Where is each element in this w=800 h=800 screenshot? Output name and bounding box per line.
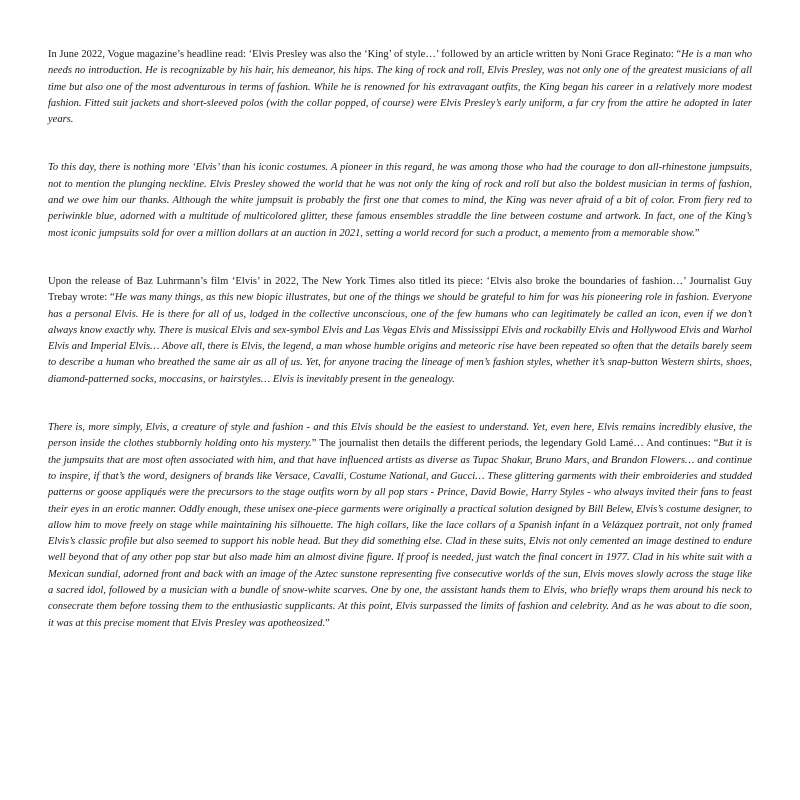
paragraph-vogue-lead: In June 2022, Vogue magazine’s headline read: ‘Elvis Presley was also the ‘King’ of style…’ followed by an article written by Noni Grace Reginato: “ [48, 49, 682, 60]
paragraph-nyt-lead: Upon the release of Baz Luhrmann’s film ‘Elvis’ in 2022, The New York Times also titled its piece: ‘Elvis also broke the boundaries of fashion…’ Journalist Guy Trebay wrote: “ [48, 275, 752, 304]
paragraph-jumpsuits-mid: ” The journalist then details the different periods, the legendary Gold Lamé… And continues: “ [311, 438, 719, 450]
paragraph-vogue-quote: He is a man who needs no introduction. He is recognizable by his hair, his demeanor, his hips. The king of rock and roll, Elvis Presley, was not only one of the greatest musicians of all time but also one of the most adventurous in terms of fashion. While he is renowned for his extravagant outfits, the King began his career in a relatively more modest fashion. Fitted suit jackets and short-sleeved polos (with the collar popped, of course) were Elvis Presley’s early uniform, a far cry from the attire he adopted in later years. [48, 49, 753, 126]
paragraph-costumes-close: ” [694, 227, 700, 239]
paragraph-jumpsuits-quote-2: But it is the jumpsuits that are most often associated with him, and that have influenced artists as diverse as Tupac Shakur, Bruno Mars, and Brandon Flowers… and continue to inspire, if that’s the word, designers of brands like Versace, Cavalli, Costume National, and Gucci… These glittering garments with their embroideries and studded patterns or goose appliqués were the precursors to the stage outfits worn by all pop stars - Prince, David Bowie, Harry Styles - who always invited their fans to feast their eyes in an erotic manner. Oddly enough, these unisex one-piece garments were originally a practical solution designed by Bill Belew, Elvis’s costume designer, to allow him to move freely on stage while maintaining his silhouette. The high collars, like the lace collars of a Spanish infant in a Velázquez portrait, not only framed Elvis’s classic profile but also seemed to support his noble head. But they did something else. Clad in these suits, Elvis not only cemented an image destined to endure well beyond that of any other pop star but also made him an almost divine figure. If proof is needed, just watch the final concert in 1977. Clad in his white suit with a Mexican sundial, adorned front and back with an image of the Aztec sunstone representing five consecutive worlds of the sun, Elvis moves slowly across the stage like a sacred idol, followed by a musician with a bundle of snow-white scarves. One by one, the assistant hands them to Elvis, who briefly wraps them around his neck to consecrate them before tossing them to the enthusiastic supplicants. At this point, Elvis surpassed the limits of fashion and celebrity. And as he was about to die soon, it was at this precise moment that Elvis Presley was apotheosized. [48, 438, 753, 629]
paragraph-costumes-quote: To this day, there is nothing more ‘Elvis’ than his iconic costumes. A pioneer in this regard, he was among those who had the courage to don all-rhinestone jumpsuits, not to mention the plunging neckline. Elvis Presley showed the world that he was not only the king of rock and roll but also the boldest musician in terms of fashion, and we owe him our thanks. Although the white jumpsuit is probably the first one that comes to mind, the King was never afraid of a bit of color. From fiery red to periwinkle blue, adorned with a multitude of multicolored glitter, these famous ensembles straddle the line between costume and artwork. In fact, one of the King’s most iconic jumpsuits sold for over a million dollars at an auction in 2021, setting a world record for such a product, a memento from a memorable show. [48, 162, 752, 239]
paragraph-jumpsuits-quote-1: There is, more simply, Elvis, a creature of style and fashion - and this Elvis should be the easiest to understand. Yet, even here, Elvis remains incredibly elusive, the person inside the clothes stubbornly holding onto his mystery. [48, 422, 752, 450]
paragraph-jumpsuits-close: ” [325, 617, 330, 629]
paragraph-costumes [48, 160, 752, 241]
paragraph-nyt [48, 274, 752, 388]
paragraph-jumpsuits [48, 420, 752, 632]
paragraph-nyt-quote: He was many things, as this new biopic illustrates, but one of the things we should be grateful to him for was his pioneering role in fashion. Everyone has a personal Elvis. He is there for all of us, lodged in the collective unconscious, one of the few humans who can legitimately be called an icon, even if we don’t always know exactly why. There is musical Elvis and sex-symbol Elvis and Las Vegas Elvis and Mississippi Elvis and rockabilly Elvis and Hollywood Elvis and Warhol Elvis and Imperial Elvis… Above all, there is Elvis, the legend, a man whose humble origins and meteoric rise have been repeated so often that the details barely seem to describe a human who breathed the same air as all of us. Yet, for anyone tracing the lineage of men’s fashion styles, whether it’s snap-button Western shirts, shoes, diamond-patterned socks, moccasins, or hairstyles… Elvis is inevitably present in the genealogy. [48, 292, 752, 385]
paragraph-vogue [48, 47, 752, 128]
